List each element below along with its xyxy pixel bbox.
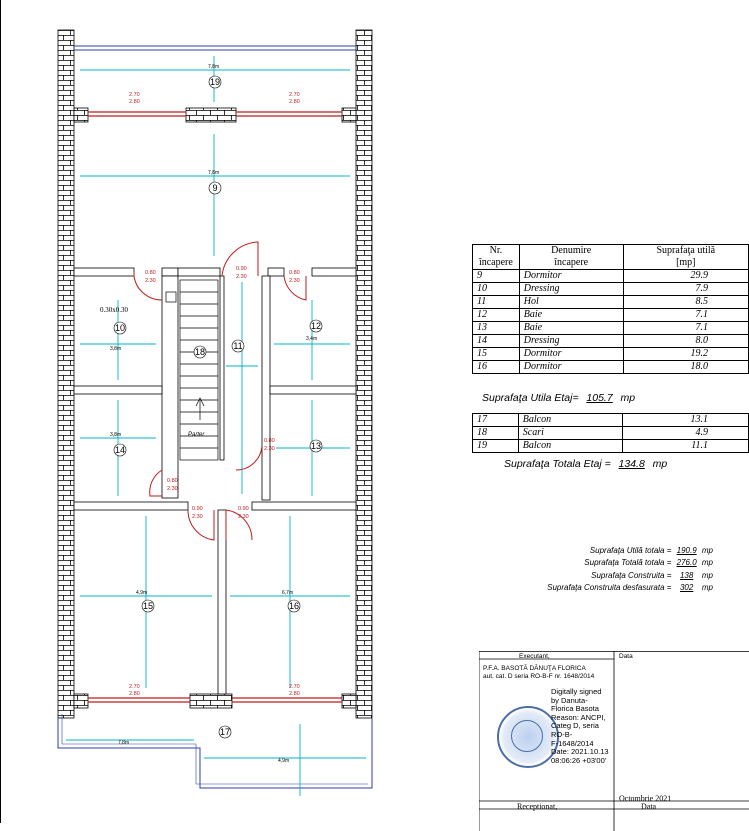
- room-number: 10: [114, 323, 126, 333]
- table-cell: 7.9: [623, 283, 748, 296]
- svg-text:3,8m: 3,8m: [110, 346, 122, 352]
- door-label-w: 0.90: [192, 506, 203, 512]
- balcony-19-railing: [74, 46, 356, 50]
- rooms-table: Nr. încapere Denumire încapere Suprafaţa utilă [mp] 9 Dormitor 29.9 10 Dressing 7.9 11 Hol 8.5 12 Baie 7.1 13 Baie 7.1 14 Dressing 8.0 15 Dormitor 19.2 16 Dormitor 18.0: [472, 244, 749, 374]
- wall-top-mid: [186, 108, 236, 122]
- table-cell: Dormitor: [519, 348, 623, 361]
- door-label-w: 0.80: [264, 438, 275, 444]
- table-cell: 17: [473, 414, 519, 427]
- room-number: 15: [142, 601, 154, 611]
- door-label-h: 2.30: [167, 486, 178, 492]
- wall-left: [58, 30, 74, 718]
- table-cell: 8.5: [623, 296, 748, 309]
- total-line: Suprafaţa Construita desfasurata = 302 mp: [547, 583, 713, 593]
- total-line: Suprafaţa Totală totala = 276.0 mp: [584, 558, 713, 568]
- window-label-h: 2.80: [129, 691, 140, 697]
- total-line: Suprafaţa Utilă totala = 190.9 mp: [589, 546, 713, 555]
- window-label-h: 2.80: [289, 691, 300, 697]
- table-row: [473, 335, 749, 348]
- table-cell: 11.1: [622, 440, 748, 453]
- table-cell: Dormitor: [519, 270, 623, 283]
- table-cell: Hol: [519, 296, 623, 309]
- window-label-h: 2.80: [129, 99, 140, 105]
- table-cell: 7.1: [623, 309, 748, 322]
- table-cell: Baie: [519, 322, 623, 335]
- svg-text:7,8m: 7,8m: [118, 740, 130, 746]
- wall-bottom-left: [74, 694, 88, 708]
- receptionat-label: Receptionat,: [517, 802, 558, 811]
- window-label-w: 2.70: [289, 92, 300, 98]
- table-cell: 13: [473, 322, 520, 335]
- table-row: [473, 427, 749, 440]
- parter-label: Parter: [188, 432, 205, 438]
- table-cell: 13.1: [622, 414, 748, 427]
- dimension-lines: [66, 56, 366, 796]
- summary-totals: [547, 545, 713, 595]
- signature-line: Reason: ANCPI,: [551, 712, 606, 722]
- door-label-w: 0.80: [289, 270, 300, 276]
- table-row: [473, 348, 749, 361]
- wall-right: [356, 30, 372, 718]
- wall-bottom-mid: [190, 694, 232, 708]
- pfa-name: P.F.A. BASOTĂ DĂNUŢA FLORICA: [483, 665, 586, 672]
- table-cell: 29.9: [623, 270, 748, 283]
- table-cell: 10: [473, 283, 520, 296]
- table-cell: Dressing: [519, 283, 623, 296]
- table-row: [473, 283, 749, 296]
- signature-line: 08:06:26 +03'00': [551, 755, 607, 765]
- room-number: 13: [310, 441, 322, 451]
- date-label: Data: [619, 653, 633, 660]
- signature-line: by Danuta-: [551, 695, 588, 705]
- wall-top-right: [342, 108, 356, 122]
- authorization: aut. cat. D seria RO-B-F nr. 1648/2014: [483, 673, 595, 680]
- room-number: 9: [212, 183, 218, 193]
- door-label-w: 0.80: [167, 478, 178, 484]
- month-label: Octombrie 2021: [619, 794, 672, 803]
- door-label-h: 2.30: [238, 514, 249, 520]
- window-label-w: 2.70: [289, 684, 300, 690]
- table-cell: 14: [473, 335, 520, 348]
- wall-top-left: [74, 108, 88, 122]
- table-row: [473, 440, 749, 453]
- table-cell: Balcon: [518, 414, 622, 427]
- table-cell: 7.1: [623, 322, 748, 335]
- table-cell: 18: [473, 427, 519, 440]
- door-label-h: 2.30: [145, 278, 156, 284]
- table-cell: 9: [473, 270, 520, 283]
- table-cell: 8.0: [623, 335, 748, 348]
- window-label-h: 2.80: [289, 99, 300, 105]
- total-area-line: Suprafaţa Totala Etaj = 134.8 mp: [504, 458, 668, 470]
- signature-line: RO-B-: [551, 729, 573, 739]
- room-number: 14: [114, 445, 126, 455]
- door-label-h: 2.30: [236, 274, 247, 280]
- table-cell: Balcon: [518, 440, 622, 453]
- balcony-17-outline: [58, 718, 372, 788]
- room-number: 19: [209, 77, 221, 87]
- signature-line: Digitally signed: [551, 687, 602, 696]
- door-label-h: 2.30: [192, 514, 203, 520]
- total-line: Suprafaţa Construita = 138 mp: [591, 570, 713, 580]
- table-cell: 18.0: [623, 361, 748, 374]
- room-number: 11: [233, 341, 243, 351]
- seal-image: [497, 706, 559, 768]
- svg-text:3,4m: 3,4m: [306, 336, 318, 342]
- signature-line: F-1648/2014: [551, 738, 594, 748]
- room-number: 12: [310, 321, 322, 331]
- svg-text:7,8m: 7,8m: [208, 170, 220, 176]
- table-cell: 4.9: [622, 427, 748, 440]
- title-block: [479, 651, 749, 831]
- signature-line: Date: 2021.10.13: [551, 747, 609, 757]
- room-number: 16: [288, 601, 300, 611]
- signature-line: Categ D, seria: [551, 721, 599, 731]
- digital-signature: [551, 688, 609, 765]
- room-number: 17: [219, 727, 231, 737]
- door-label-w: 0.90: [236, 266, 247, 272]
- svg-text:6,7m: 6,7m: [282, 590, 294, 596]
- balcony-table: [472, 413, 749, 453]
- table-row: [473, 322, 749, 335]
- executant-label: Executant,: [519, 653, 550, 660]
- table-row: [473, 309, 749, 322]
- date-label-2: Data: [641, 802, 657, 811]
- table-cell: 11: [473, 296, 520, 309]
- table-cell: 12: [473, 309, 520, 322]
- svg-text:4,9m: 4,9m: [278, 758, 290, 764]
- table-cell: Scari: [518, 427, 622, 440]
- table-row: [473, 296, 749, 309]
- window-label-w: 2.70: [129, 684, 140, 690]
- table-cell: 19.2: [623, 348, 748, 361]
- table-cell: Dressing: [519, 335, 623, 348]
- balcony-17-inner: [62, 714, 368, 784]
- svg-text:7,8m: 7,8m: [208, 64, 220, 70]
- util-area-line: Suprafaţa Utila Etaj= 105.7 mp: [482, 392, 636, 404]
- svg-text:4,9m: 4,9m: [136, 590, 148, 596]
- door-label-w: 0.80: [145, 270, 156, 276]
- door-label-w: 0.90: [238, 506, 249, 512]
- duct-label: 0.30x0.30: [100, 306, 128, 314]
- table-cell: 19: [473, 440, 519, 453]
- table-cell: 16: [473, 361, 520, 374]
- table-cell: 15: [473, 348, 520, 361]
- signature-line: Florica Basota: [551, 704, 599, 714]
- window-label-w: 2.70: [129, 92, 140, 98]
- svg-text:3,8m: 3,8m: [110, 432, 122, 438]
- table-row: [473, 414, 749, 427]
- door-label-h: 2.30: [264, 446, 275, 452]
- wall-bottom-right: [342, 694, 356, 708]
- room-number: 18: [194, 347, 206, 357]
- door-label-h: 2.30: [289, 278, 300, 284]
- table-cell: Dormitor: [519, 361, 623, 374]
- table-row: [473, 270, 749, 283]
- table-row: [473, 361, 749, 374]
- table-cell: Baie: [519, 309, 623, 322]
